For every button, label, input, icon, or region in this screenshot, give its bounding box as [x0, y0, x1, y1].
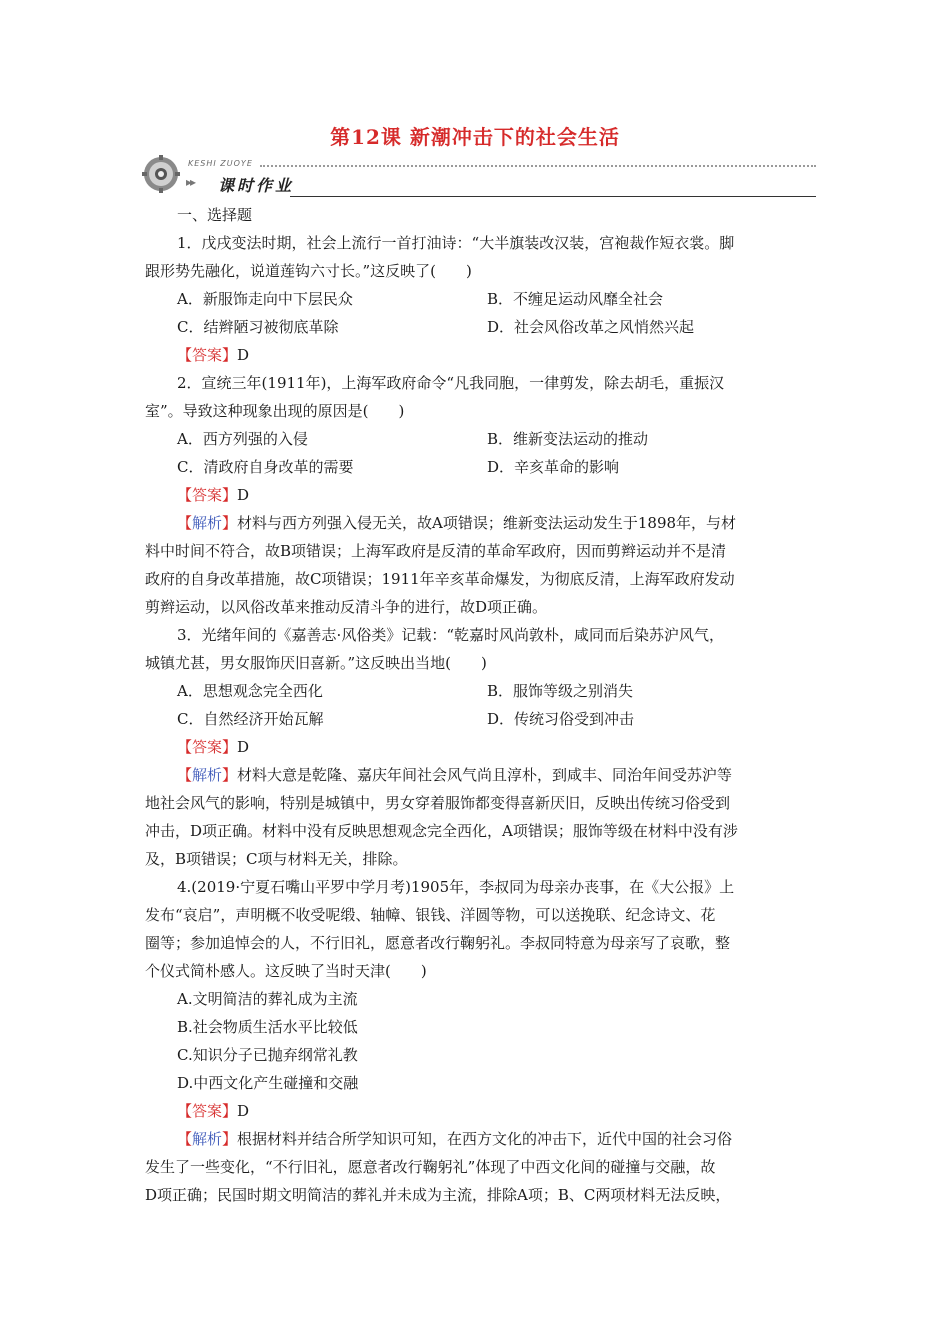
analysis-line [177, 1128, 732, 1150]
banner-small-label: KESHI ZUOYE [188, 159, 253, 168]
analysis-tag: 解析 [192, 1130, 223, 1148]
answer-text: D [237, 346, 250, 364]
question-stem-line: 跟形势先融化，说道莲钩六寸长。”这反映了( ) [145, 262, 472, 280]
answer-option: B．维新变法运动的推动 [487, 430, 649, 448]
gear-icon [142, 155, 180, 193]
analysis-line: 地社会风气的影响，特别是城镇中，男女穿着服饰都变得喜新厌旧，反映出传统习俗受到 [145, 794, 731, 812]
question-stem-line: 1．戊戌变法时期，社会上流行一首打油诗：“大半旗装改汉装，宫袍裁作短衣裳。脚 [177, 234, 735, 252]
analysis-line: 政府的自身改革措施，故C项错误；1911年辛亥革命爆发，为彻底反清，上海军政府发动 [145, 570, 735, 588]
analysis-line: 料中时间不符合，故B项错误；上海军政府是反清的革命军政府，因而剪辫运动并不是清 [145, 542, 727, 560]
page-title: 第12课 新潮冲击下的社会生活 [330, 125, 620, 149]
answer-tag: 答案 [192, 486, 223, 504]
question-stem-line: 圈等；参加追悼会的人，不行旧礼，愿意者改行鞠躬礼。李叔同特意为母亲写了哀歌，整 [145, 934, 731, 952]
answer-text: D [237, 738, 250, 756]
section-heading: 一、选择题 [177, 206, 253, 224]
answer-option: D．传统习俗受到冲击 [487, 710, 635, 728]
question-stem-line: 3．光绪年间的《嘉善志·风俗类》记载：“乾嘉时风尚敦朴，咸同而后染苏沪风气， [177, 626, 724, 644]
question-stem-line: 室”。导致这种现象出现的原因是( ) [145, 402, 405, 420]
answer-tag: 答案 [192, 1102, 223, 1120]
answer-text: D [237, 1102, 250, 1120]
answer-line [177, 736, 249, 758]
bracket-close: 】 [222, 1130, 238, 1148]
bracket-open: 【 [177, 738, 193, 756]
answer-text: D [237, 486, 250, 504]
answer-option: B．不缠足运动风靡全社会 [487, 290, 664, 308]
bracket-open: 【 [177, 766, 193, 784]
answer-tag: 答案 [192, 346, 223, 364]
bracket-open: 【 [177, 346, 193, 364]
arrow-icon: ▸▸ [186, 175, 195, 189]
answer-option: A．新服饰走向中下层民众 [177, 290, 353, 308]
analysis-text: 材料大意是乾隆、嘉庆年间社会风气尚且淳朴，到咸丰、同治年间受苏沪等 [237, 766, 733, 784]
answer-option: B.社会物质生活水平比较低 [177, 1018, 358, 1036]
answer-option: D．辛亥革命的影响 [487, 458, 620, 476]
bracket-open: 【 [177, 1130, 193, 1148]
answer-option: D.中西文化产生碰撞和交融 [177, 1074, 359, 1092]
banner-dotted-rule [260, 165, 816, 167]
analysis-text: 根据材料并结合所学知识可知，在西方文化的冲击下，近代中国的社会习俗 [237, 1130, 733, 1148]
banner-heading: 课时作业 [218, 176, 295, 195]
question-stem-line: 2．宣统三年(1911年)，上海军政府命令“凡我同胞，一律剪发，除去胡毛，重振汉 [177, 374, 725, 392]
bracket-close: 】 [222, 738, 238, 756]
answer-tag: 答案 [192, 738, 223, 756]
section-banner [140, 153, 816, 203]
answer-option: A.文明简洁的葬礼成为主流 [177, 990, 358, 1008]
analysis-tag: 解析 [192, 766, 223, 784]
analysis-line: 发生了一些变化，“不行旧礼，愿意者改行鞠躬礼”体现了中西文化间的碰撞与交融，故 [145, 1158, 716, 1176]
answer-line [177, 484, 249, 506]
banner-rule [290, 196, 816, 197]
analysis-text: 材料与西方列强入侵无关，故A项错误；维新变法运动发生于1898年，与材 [237, 514, 737, 532]
answer-line [177, 344, 249, 366]
bracket-open: 【 [177, 486, 193, 504]
question-stem-line: 城镇尤甚，男女服饰厌旧喜新。”这反映出当地( ) [145, 654, 487, 672]
bracket-close: 】 [222, 486, 238, 504]
answer-option: B．服饰等级之别消失 [487, 682, 634, 700]
answer-option: A．西方列强的入侵 [177, 430, 308, 448]
answer-option: C．自然经济开始瓦解 [177, 710, 324, 728]
question-stem-line: 个仪式简朴感人。这反映了当时天津( ) [145, 962, 427, 980]
answer-option: C.知识分子已抛弃纲常礼教 [177, 1046, 358, 1064]
analysis-line: 冲击，D项正确。材料中没有反映思想观念完全西化，A项错误；服饰等级在材料中没有涉 [145, 822, 738, 840]
answer-option: C．结辫陋习被彻底革除 [177, 318, 339, 336]
question-stem-line: 4.(2019·宁夏石嘴山平罗中学月考)1905年，李叔同为母亲办丧事，在《大公报》上 [177, 878, 735, 896]
analysis-line: D项正确；民国时期文明简洁的葬礼并未成为主流，排除A项；B、C两项材料无法反映， [145, 1186, 731, 1204]
analysis-tag: 解析 [192, 514, 223, 532]
bracket-close: 】 [222, 346, 238, 364]
bracket-open: 【 [177, 1102, 193, 1120]
bracket-close: 】 [222, 1102, 238, 1120]
bracket-open: 【 [177, 514, 193, 532]
answer-option: A．思想观念完全西化 [177, 682, 323, 700]
analysis-line [177, 512, 736, 534]
bracket-close: 】 [222, 514, 238, 532]
analysis-line: 及，B项错误；C项与材料无关，排除。 [145, 850, 408, 868]
analysis-line: 剪辫运动，以风俗改革来推动反清斗争的进行，故D项正确。 [145, 598, 548, 616]
answer-option: D．社会风俗改革之风悄然兴起 [487, 318, 695, 336]
answer-line [177, 1100, 249, 1122]
analysis-line [177, 764, 732, 786]
answer-option: C．清政府自身改革的需要 [177, 458, 354, 476]
question-stem-line: 发布“哀启”，声明概不收受呢缎、轴幛、银钱、洋圆等物，可以送挽联、纪念诗文、花 [145, 906, 716, 924]
bracket-close: 】 [222, 766, 238, 784]
